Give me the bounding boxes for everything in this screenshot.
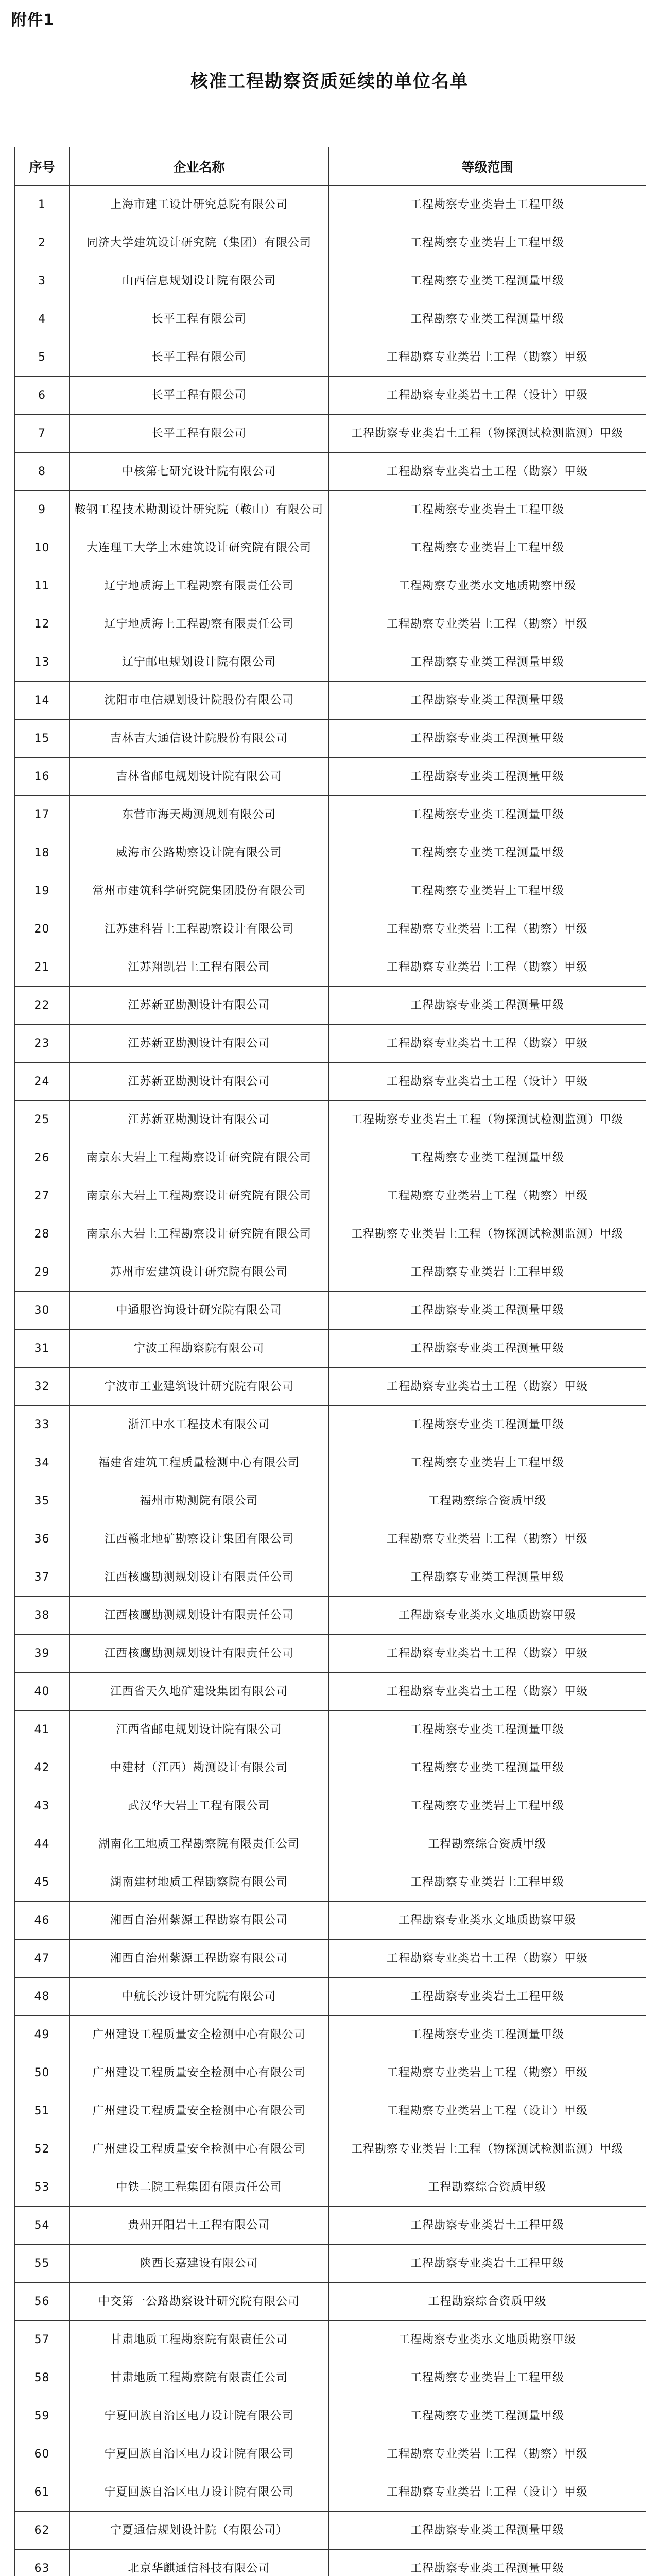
cell-serial-number: 61 [15, 2473, 70, 2512]
table-row [15, 529, 646, 567]
cell-qualification-scope: 工程勘察专业类工程测量甲级 [329, 2512, 646, 2550]
cell-qualification-scope: 工程勘察综合资质甲级 [329, 1482, 646, 1520]
cell-qualification-scope: 工程勘察专业类岩土工程（设计）甲级 [329, 2092, 646, 2130]
cell-company-name: 威海市公路勘察设计院有限公司 [70, 834, 329, 872]
cell-company-name: 中建材（江西）勘测设计有限公司 [70, 1749, 329, 1787]
cell-company-name: 辽宁地质海上工程勘察有限责任公司 [70, 567, 329, 605]
cell-serial-number: 25 [15, 1101, 70, 1139]
cell-serial-number: 3 [15, 262, 70, 300]
cell-serial-number: 42 [15, 1749, 70, 1787]
cell-qualification-scope: 工程勘察专业类工程测量甲级 [329, 1292, 646, 1330]
table-row [15, 453, 646, 491]
cell-qualification-scope: 工程勘察专业类岩土工程（设计）甲级 [329, 2473, 646, 2512]
cell-company-name: 贵州开阳岩土工程有限公司 [70, 2207, 329, 2245]
cell-qualification-scope: 工程勘察专业类工程测量甲级 [329, 2397, 646, 2435]
table-row [15, 2016, 646, 2054]
table-header-row [15, 147, 646, 186]
cell-serial-number: 21 [15, 948, 70, 987]
cell-qualification-scope: 工程勘察专业类岩土工程（勘察）甲级 [329, 1940, 646, 1978]
table-row [15, 2397, 646, 2435]
cell-company-name: 辽宁邮电规划设计院有限公司 [70, 643, 329, 682]
cell-qualification-scope: 工程勘察专业类岩土工程（设计）甲级 [329, 377, 646, 415]
cell-qualification-scope: 工程勘察专业类岩土工程（勘察）甲级 [329, 1520, 646, 1558]
table-row [15, 948, 646, 987]
cell-company-name: 大连理工大学土木建筑设计研究院有限公司 [70, 529, 329, 567]
cell-company-name: 宁夏回族自治区电力设计院有限公司 [70, 2473, 329, 2512]
table-row [15, 1368, 646, 1406]
cell-serial-number: 1 [15, 186, 70, 224]
table-row [15, 682, 646, 720]
cell-serial-number: 24 [15, 1063, 70, 1101]
table-row [15, 1215, 646, 1253]
cell-company-name: 广州建设工程质量安全检测中心有限公司 [70, 2054, 329, 2092]
cell-serial-number: 36 [15, 1520, 70, 1558]
cell-qualification-scope: 工程勘察综合资质甲级 [329, 2168, 646, 2207]
cell-company-name: 长平工程有限公司 [70, 415, 329, 453]
cell-serial-number: 50 [15, 2054, 70, 2092]
cell-company-name: 江西核鹰勘测规划设计有限责任公司 [70, 1597, 329, 1635]
cell-qualification-scope: 工程勘察综合资质甲级 [329, 2283, 646, 2321]
cell-company-name: 苏州市宏建筑设计研究院有限公司 [70, 1253, 329, 1292]
table-row [15, 2168, 646, 2207]
cell-qualification-scope: 工程勘察专业类工程测量甲级 [329, 987, 646, 1025]
cell-serial-number: 43 [15, 1787, 70, 1825]
table-row [15, 605, 646, 643]
cell-qualification-scope: 工程勘察专业类工程测量甲级 [329, 834, 646, 872]
cell-qualification-scope: 工程勘察专业类水文地质勘察甲级 [329, 1902, 646, 1940]
cell-serial-number: 22 [15, 987, 70, 1025]
cell-serial-number: 44 [15, 1825, 70, 1863]
cell-qualification-scope: 工程勘察专业类岩土工程甲级 [329, 872, 646, 910]
cell-company-name: 吉林吉大通信设计院股份有限公司 [70, 720, 329, 758]
cell-serial-number: 27 [15, 1177, 70, 1215]
cell-company-name: 宁夏回族自治区电力设计院有限公司 [70, 2397, 329, 2435]
cell-qualification-scope: 工程勘察专业类工程测量甲级 [329, 796, 646, 834]
cell-qualification-scope: 工程勘察专业类岩土工程甲级 [329, 1787, 646, 1825]
table-row [15, 796, 646, 834]
cell-company-name: 宁波工程勘察院有限公司 [70, 1330, 329, 1368]
cell-company-name: 常州市建筑科学研究院集团股份有限公司 [70, 872, 329, 910]
cell-serial-number: 5 [15, 338, 70, 377]
cell-serial-number: 57 [15, 2321, 70, 2359]
cell-company-name: 宁波市工业建筑设计研究院有限公司 [70, 1368, 329, 1406]
document-title: 核准工程勘察资质延续的单位名单 [190, 71, 469, 92]
cell-serial-number: 18 [15, 834, 70, 872]
cell-qualification-scope: 工程勘察专业类岩土工程甲级 [329, 1253, 646, 1292]
cell-qualification-scope: 工程勘察专业类岩土工程甲级 [329, 491, 646, 529]
cell-company-name: 江西赣北地矿勘察设计集团有限公司 [70, 1520, 329, 1558]
table-row [15, 987, 646, 1025]
cell-serial-number: 32 [15, 1368, 70, 1406]
cell-company-name: 江苏翔凯岩土工程有限公司 [70, 948, 329, 987]
cell-company-name: 长平工程有限公司 [70, 338, 329, 377]
cell-company-name: 山西信息规划设计院有限公司 [70, 262, 329, 300]
cell-qualification-scope: 工程勘察专业类岩土工程（勘察）甲级 [329, 1673, 646, 1711]
cell-company-name: 甘肃地质工程勘察院有限责任公司 [70, 2359, 329, 2397]
table-row [15, 186, 646, 224]
cell-company-name: 中铁二院工程集团有限责任公司 [70, 2168, 329, 2207]
cell-qualification-scope: 工程勘察专业类工程测量甲级 [329, 262, 646, 300]
cell-company-name: 同济大学建筑设计研究院（集团）有限公司 [70, 224, 329, 262]
table-row [15, 1253, 646, 1292]
cell-serial-number: 37 [15, 1558, 70, 1597]
cell-qualification-scope: 工程勘察专业类岩土工程甲级 [329, 2207, 646, 2245]
cell-qualification-scope: 工程勘察专业类岩土工程甲级 [329, 2359, 646, 2397]
table-row [15, 2130, 646, 2168]
cell-company-name: 北京华麒通信科技有限公司 [70, 2550, 329, 2576]
cell-qualification-scope: 工程勘察专业类工程测量甲级 [329, 2550, 646, 2576]
cell-company-name: 湘西自治州紫源工程勘察有限公司 [70, 1940, 329, 1978]
cell-serial-number: 49 [15, 2016, 70, 2054]
table-row [15, 910, 646, 948]
cell-serial-number: 39 [15, 1635, 70, 1673]
cell-company-name: 宁夏通信规划设计院（有限公司） [70, 2512, 329, 2550]
table-row [15, 377, 646, 415]
table-row [15, 224, 646, 262]
cell-serial-number: 33 [15, 1406, 70, 1444]
cell-serial-number: 16 [15, 758, 70, 796]
cell-qualification-scope: 工程勘察专业类岩土工程（物探测试检测监测）甲级 [329, 1101, 646, 1139]
cell-serial-number: 34 [15, 1444, 70, 1482]
cell-company-name: 中交第一公路勘察设计研究院有限公司 [70, 2283, 329, 2321]
cell-qualification-scope: 工程勘察专业类水文地质勘察甲级 [329, 2321, 646, 2359]
cell-company-name: 中通服咨询设计研究院有限公司 [70, 1292, 329, 1330]
cell-qualification-scope: 工程勘察专业类岩土工程（设计）甲级 [329, 1063, 646, 1101]
table-row [15, 1406, 646, 1444]
cell-serial-number: 35 [15, 1482, 70, 1520]
cell-qualification-scope: 工程勘察专业类工程测量甲级 [329, 2016, 646, 2054]
table-row [15, 872, 646, 910]
cell-qualification-scope: 工程勘察专业类岩土工程（勘察）甲级 [329, 1368, 646, 1406]
table-row [15, 1558, 646, 1597]
cell-qualification-scope: 工程勘察专业类工程测量甲级 [329, 1558, 646, 1597]
table-row [15, 1063, 646, 1101]
cell-qualification-scope: 工程勘察专业类工程测量甲级 [329, 1711, 646, 1749]
cell-company-name: 湖南建材地质工程勘察院有限公司 [70, 1863, 329, 1902]
cell-company-name: 浙江中水工程技术有限公司 [70, 1406, 329, 1444]
table-row [15, 1520, 646, 1558]
table-row [15, 1597, 646, 1635]
cell-company-name: 广州建设工程质量安全检测中心有限公司 [70, 2016, 329, 2054]
cell-company-name: 中核第七研究设计院有限公司 [70, 453, 329, 491]
cell-company-name: 湘西自治州紫源工程勘察有限公司 [70, 1902, 329, 1940]
cell-qualification-scope: 工程勘察专业类岩土工程（勘察）甲级 [329, 1177, 646, 1215]
cell-serial-number: 54 [15, 2207, 70, 2245]
cell-qualification-scope: 工程勘察专业类岩土工程（勘察）甲级 [329, 2054, 646, 2092]
cell-serial-number: 15 [15, 720, 70, 758]
table-row [15, 1825, 646, 1863]
cell-company-name: 江西核鹰勘测规划设计有限责任公司 [70, 1558, 329, 1597]
table-row [15, 2207, 646, 2245]
table-row [15, 2473, 646, 2512]
cell-qualification-scope: 工程勘察专业类工程测量甲级 [329, 1406, 646, 1444]
cell-company-name: 湖南化工地质工程勘察院有限责任公司 [70, 1825, 329, 1863]
cell-qualification-scope: 工程勘察专业类岩土工程甲级 [329, 1978, 646, 2016]
cell-company-name: 甘肃地质工程勘察院有限责任公司 [70, 2321, 329, 2359]
cell-qualification-scope: 工程勘察专业类岩土工程（物探测试检测监测）甲级 [329, 1215, 646, 1253]
table-row [15, 2512, 646, 2550]
cell-qualification-scope: 工程勘察综合资质甲级 [329, 1825, 646, 1863]
cell-serial-number: 55 [15, 2245, 70, 2283]
cell-qualification-scope: 工程勘察专业类岩土工程（物探测试检测监测）甲级 [329, 2130, 646, 2168]
cell-qualification-scope: 工程勘察专业类工程测量甲级 [329, 1749, 646, 1787]
cell-serial-number: 10 [15, 529, 70, 567]
cell-serial-number: 62 [15, 2512, 70, 2550]
cell-serial-number: 31 [15, 1330, 70, 1368]
cell-company-name: 陕西长嘉建设有限公司 [70, 2245, 329, 2283]
table-row [15, 2321, 646, 2359]
cell-company-name: 宁夏回族自治区电力设计院有限公司 [70, 2435, 329, 2473]
table-row [15, 1711, 646, 1749]
cell-qualification-scope: 工程勘察专业类岩土工程（勘察）甲级 [329, 910, 646, 948]
table-row [15, 1139, 646, 1177]
cell-serial-number: 17 [15, 796, 70, 834]
cell-serial-number: 6 [15, 377, 70, 415]
table-row [15, 643, 646, 682]
cell-company-name: 武汉华大岩土工程有限公司 [70, 1787, 329, 1825]
cell-qualification-scope: 工程勘察专业类岩土工程（物探测试检测监测）甲级 [329, 415, 646, 453]
cell-company-name: 福建省建筑工程质量检测中心有限公司 [70, 1444, 329, 1482]
table-row [15, 262, 646, 300]
cell-company-name: 江苏新亚勘测设计有限公司 [70, 1063, 329, 1101]
table-row [15, 1444, 646, 1482]
table-row [15, 1940, 646, 1978]
cell-serial-number: 59 [15, 2397, 70, 2435]
cell-serial-number: 47 [15, 1940, 70, 1978]
cell-qualification-scope: 工程勘察专业类工程测量甲级 [329, 1139, 646, 1177]
table-row [15, 1025, 646, 1063]
table-row [15, 2435, 646, 2473]
cell-serial-number: 7 [15, 415, 70, 453]
table-row [15, 1292, 646, 1330]
cell-serial-number: 63 [15, 2550, 70, 2576]
cell-serial-number: 58 [15, 2359, 70, 2397]
cell-serial-number: 53 [15, 2168, 70, 2207]
cell-qualification-scope: 工程勘察专业类岩土工程（勘察）甲级 [329, 453, 646, 491]
cell-serial-number: 45 [15, 1863, 70, 1902]
table-row [15, 1635, 646, 1673]
cell-qualification-scope: 工程勘察专业类岩土工程甲级 [329, 186, 646, 224]
cell-company-name: 江西省邮电规划设计院有限公司 [70, 1711, 329, 1749]
cell-qualification-scope: 工程勘察专业类岩土工程甲级 [329, 529, 646, 567]
cell-qualification-scope: 工程勘察专业类岩土工程甲级 [329, 1863, 646, 1902]
table-row [15, 2359, 646, 2397]
table-row [15, 1749, 646, 1787]
cell-company-name: 江西省天久地矿建设集团有限公司 [70, 1673, 329, 1711]
cell-serial-number: 13 [15, 643, 70, 682]
table-row [15, 415, 646, 453]
table-row [15, 491, 646, 529]
cell-company-name: 广州建设工程质量安全检测中心有限公司 [70, 2092, 329, 2130]
cell-serial-number: 41 [15, 1711, 70, 1749]
cell-company-name: 江苏新亚勘测设计有限公司 [70, 987, 329, 1025]
cell-serial-number: 56 [15, 2283, 70, 2321]
cell-company-name: 长平工程有限公司 [70, 300, 329, 338]
table-row [15, 1902, 646, 1940]
table-row [15, 2283, 646, 2321]
table-row [15, 1330, 646, 1368]
company-list-table [14, 147, 646, 2576]
table-row [15, 1978, 646, 2016]
cell-qualification-scope: 工程勘察专业类水文地质勘察甲级 [329, 567, 646, 605]
cell-serial-number: 9 [15, 491, 70, 529]
cell-qualification-scope: 工程勘察专业类工程测量甲级 [329, 300, 646, 338]
cell-serial-number: 23 [15, 1025, 70, 1063]
cell-serial-number: 29 [15, 1253, 70, 1292]
cell-qualification-scope: 工程勘察专业类岩土工程（勘察）甲级 [329, 338, 646, 377]
cell-qualification-scope: 工程勘察专业类工程测量甲级 [329, 682, 646, 720]
cell-serial-number: 19 [15, 872, 70, 910]
cell-qualification-scope: 工程勘察专业类岩土工程甲级 [329, 2245, 646, 2283]
cell-company-name: 福州市勘测院有限公司 [70, 1482, 329, 1520]
cell-qualification-scope: 工程勘察专业类岩土工程（勘察）甲级 [329, 1635, 646, 1673]
table-body [15, 186, 646, 2576]
header-qualification-scope: 等级范围 [329, 147, 646, 186]
cell-qualification-scope: 工程勘察专业类工程测量甲级 [329, 758, 646, 796]
cell-qualification-scope: 工程勘察专业类工程测量甲级 [329, 643, 646, 682]
table-row [15, 834, 646, 872]
table-row [15, 1101, 646, 1139]
cell-qualification-scope: 工程勘察专业类岩土工程（勘察）甲级 [329, 948, 646, 987]
table-row [15, 2245, 646, 2283]
cell-serial-number: 14 [15, 682, 70, 720]
cell-company-name: 广州建设工程质量安全检测中心有限公司 [70, 2130, 329, 2168]
cell-qualification-scope: 工程勘察专业类工程测量甲级 [329, 720, 646, 758]
cell-company-name: 江苏建科岩土工程勘察设计有限公司 [70, 910, 329, 948]
header-serial-number: 序号 [15, 147, 70, 186]
cell-serial-number: 51 [15, 2092, 70, 2130]
cell-company-name: 江苏新亚勘测设计有限公司 [70, 1101, 329, 1139]
table-row [15, 1177, 646, 1215]
cell-qualification-scope: 工程勘察专业类岩土工程（勘察）甲级 [329, 2435, 646, 2473]
cell-qualification-scope: 工程勘察专业类岩土工程甲级 [329, 224, 646, 262]
table-row [15, 2550, 646, 2576]
cell-serial-number: 38 [15, 1597, 70, 1635]
cell-serial-number: 60 [15, 2435, 70, 2473]
cell-serial-number: 2 [15, 224, 70, 262]
table-row [15, 758, 646, 796]
cell-serial-number: 48 [15, 1978, 70, 2016]
cell-serial-number: 26 [15, 1139, 70, 1177]
cell-company-name: 江苏新亚勘测设计有限公司 [70, 1025, 329, 1063]
header-company-name: 企业名称 [70, 147, 329, 186]
cell-serial-number: 46 [15, 1902, 70, 1940]
cell-serial-number: 52 [15, 2130, 70, 2168]
table-row [15, 1787, 646, 1825]
table-row [15, 338, 646, 377]
cell-serial-number: 12 [15, 605, 70, 643]
table-row [15, 1482, 646, 1520]
cell-qualification-scope: 工程勘察专业类岩土工程（勘察）甲级 [329, 605, 646, 643]
cell-serial-number: 40 [15, 1673, 70, 1711]
cell-company-name: 东营市海天勘测规划有限公司 [70, 796, 329, 834]
cell-serial-number: 30 [15, 1292, 70, 1330]
cell-company-name: 江西核鹰勘测规划设计有限责任公司 [70, 1635, 329, 1673]
table-row [15, 2054, 646, 2092]
table-row [15, 567, 646, 605]
cell-qualification-scope: 工程勘察专业类工程测量甲级 [329, 1330, 646, 1368]
cell-serial-number: 8 [15, 453, 70, 491]
cell-company-name: 上海市建工设计研究总院有限公司 [70, 186, 329, 224]
cell-serial-number: 28 [15, 1215, 70, 1253]
cell-company-name: 中航长沙设计研究院有限公司 [70, 1978, 329, 2016]
cell-company-name: 南京东大岩土工程勘察设计研究院有限公司 [70, 1215, 329, 1253]
cell-company-name: 吉林省邮电规划设计院有限公司 [70, 758, 329, 796]
cell-serial-number: 11 [15, 567, 70, 605]
cell-serial-number: 4 [15, 300, 70, 338]
cell-qualification-scope: 工程勘察专业类岩土工程（勘察）甲级 [329, 1025, 646, 1063]
table-row [15, 1863, 646, 1902]
cell-company-name: 长平工程有限公司 [70, 377, 329, 415]
table-row [15, 300, 646, 338]
cell-company-name: 沈阳市电信规划设计院股份有限公司 [70, 682, 329, 720]
table-row [15, 1673, 646, 1711]
cell-company-name: 南京东大岩土工程勘察设计研究院有限公司 [70, 1177, 329, 1215]
table-row [15, 2092, 646, 2130]
cell-qualification-scope: 工程勘察专业类岩土工程甲级 [329, 1444, 646, 1482]
cell-company-name: 辽宁地质海上工程勘察有限责任公司 [70, 605, 329, 643]
cell-serial-number: 20 [15, 910, 70, 948]
table-row [15, 720, 646, 758]
cell-qualification-scope: 工程勘察专业类水文地质勘察甲级 [329, 1597, 646, 1635]
cell-company-name: 鞍钢工程技术勘测设计研究院（鞍山）有限公司 [70, 491, 329, 529]
attachment-label: 附件1 [11, 11, 55, 29]
cell-company-name: 南京东大岩土工程勘察设计研究院有限公司 [70, 1139, 329, 1177]
